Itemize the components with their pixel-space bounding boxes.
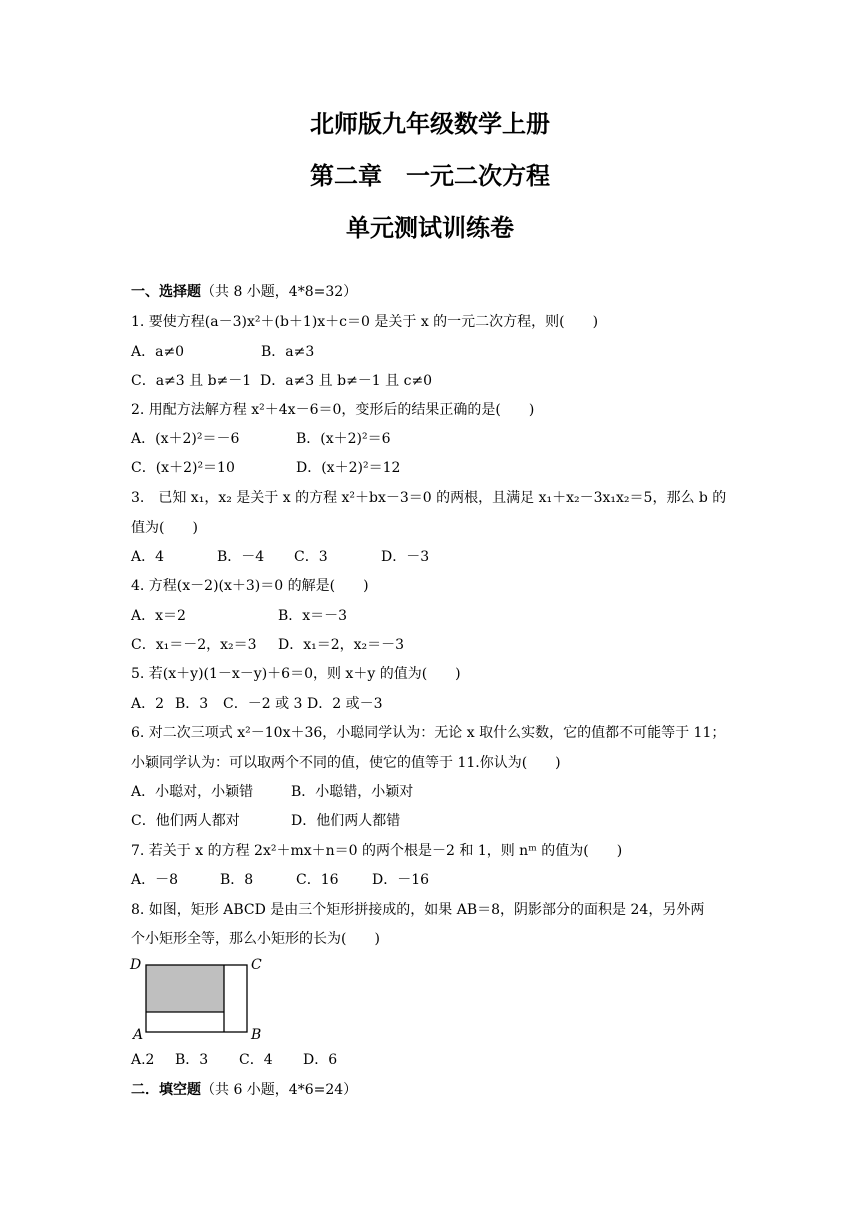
question-6-stem-line1: 6. 对二次三项式 x²－10x＋36，小聪同学认为：无论 x 取什么实数，它的值都不可能等于 11； <box>131 725 726 741</box>
option-a: A．(x＋2)²＝－6 <box>131 431 240 447</box>
question-2-stem: 2. 用配方法解方程 x²＋4x－6＝0，变形后的结果正确的是( ) <box>131 402 535 418</box>
question-7-options <box>131 871 429 889</box>
question-7-stem: 7. 若关于 x 的方程 2x²＋mx＋n＝0 的两个根是－2 和 1，则 nᵐ 的值为( ) <box>131 843 623 859</box>
option-d: D．(x＋2)²＝12 <box>296 460 401 476</box>
chapter-title: 第二章 一元二次方程 <box>310 162 550 190</box>
option-a: A．－8 <box>131 872 179 888</box>
option-d: D．－16 <box>372 872 430 888</box>
test-title: 单元测试训练卷 <box>346 214 514 242</box>
section-header-choice <box>131 283 357 301</box>
question-6-options-row2 <box>131 812 400 830</box>
option-b: B．小聪错，小颖对 <box>291 784 414 800</box>
question-5-stem: 5. 若(x＋y)(1－x－y)＋6＝0，则 x＋y 的值为( ) <box>131 666 461 682</box>
option-a: A．小聪对，小颖错 <box>131 784 254 800</box>
option-d: D．6 <box>303 1052 338 1068</box>
option-b: B．x＝－3 <box>278 608 348 624</box>
option-a: A．4 <box>131 549 165 565</box>
section-header-fill <box>131 1081 357 1099</box>
question-3-stem-line1: 3. 已知 x₁，x₂ 是关于 x 的方程 x²＋bx－3＝0 的两根，且满足 x₁＋x₂－3x₁x₂＝5，那么 b 的 <box>131 490 727 506</box>
question-8-options <box>131 1051 337 1069</box>
section-title: 二．填空题 <box>131 1082 201 1098</box>
doc-title: 北师版九年级数学上册 <box>310 110 550 138</box>
question-8-stem-line2: 个小矩形全等，那么小矩形的长为( ) <box>131 931 380 947</box>
option-c: C．(x＋2)²＝10 <box>131 460 235 476</box>
option-c: C．－2 或 3 <box>223 696 303 712</box>
option-b: B．－4 <box>217 549 265 565</box>
question-3-options <box>131 548 429 566</box>
option-d: D．a≠3 且 b≠－1 且 c≠0 <box>260 373 433 389</box>
question-4-options-row2 <box>131 636 404 654</box>
label-a: A <box>133 1027 144 1043</box>
option-b: B．a≠3 <box>261 344 315 360</box>
option-a: A．a≠0 <box>131 344 185 360</box>
option-a: A．x＝2 <box>131 608 186 624</box>
option-c: C．他们两人都对 <box>131 813 240 829</box>
option-b: B．(x＋2)²＝6 <box>296 431 391 447</box>
shaded-rectangle <box>146 965 224 1012</box>
section-note: （共 6 小题，4*6=24） <box>201 1082 358 1098</box>
question-3-stem-line2: 值为( ) <box>131 520 198 536</box>
option-c: C．4 <box>239 1052 273 1068</box>
option-a: A.2 <box>131 1052 155 1068</box>
question-4-stem: 4. 方程(x－2)(x＋3)＝0 的解是( ) <box>131 578 369 594</box>
option-c: C．a≠3 且 b≠－1 <box>131 373 252 389</box>
option-b: B．8 <box>220 872 254 888</box>
section-note: （共 8 小题，4*8=32） <box>201 284 358 300</box>
question-1-stem: 1. 要使方程(a－3)x²＋(b＋1)x＋c＝0 是关于 x 的一元二次方程，则( ) <box>131 314 599 330</box>
option-b: B．3 <box>175 696 209 712</box>
option-d: D．他们两人都错 <box>291 813 401 829</box>
question-1-options-row1 <box>131 343 314 361</box>
question-4-options-row1 <box>131 607 347 625</box>
question-2-options-row1 <box>131 430 391 448</box>
option-d: D．2 或－3 <box>307 696 383 712</box>
option-c: C．3 <box>294 549 328 565</box>
option-c: C．x₁＝－2，x₂＝3 <box>131 637 257 653</box>
question-8-stem-line1: 8. 如图，矩形 ABCD 是由三个矩形拼接成的，如果 AB＝8，阴影部分的面积是 24，另外两 <box>131 902 705 918</box>
option-a: A．2 <box>131 696 165 712</box>
label-d: D <box>130 957 142 973</box>
option-d: D．x₁＝2，x₂＝－3 <box>278 637 405 653</box>
question-6-options-row1 <box>131 783 413 801</box>
option-c: C．16 <box>296 872 339 888</box>
question-6-stem-line2: 小颖同学认为：可以取两个不同的值，使它的值等于 11.你认为( ) <box>131 755 561 771</box>
label-c: C <box>251 957 262 973</box>
question-2-options-row2 <box>131 459 400 477</box>
section-title: 一、选择题 <box>131 284 201 300</box>
question-5-options <box>131 695 383 713</box>
question-1-options-row2 <box>131 372 432 390</box>
label-b: B <box>251 1027 262 1043</box>
option-b: B．3 <box>175 1052 209 1068</box>
option-d: D．－3 <box>381 549 430 565</box>
